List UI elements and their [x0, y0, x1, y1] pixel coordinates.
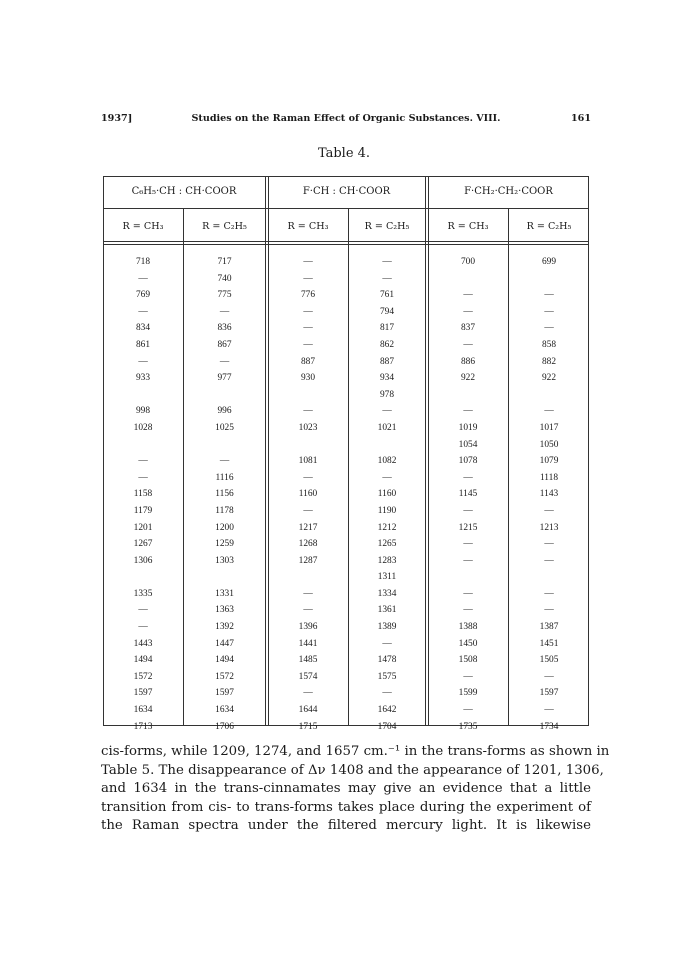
table-cell: 1217	[298, 522, 318, 533]
table-cell: —	[463, 505, 473, 516]
table-cell: 1265	[377, 539, 397, 550]
table-cell: 1713	[133, 721, 153, 732]
table-cell: 922	[460, 373, 476, 384]
table-cell: 1508	[458, 655, 478, 666]
table-cell: 1599	[458, 688, 478, 699]
table-cell: 1572	[215, 671, 234, 682]
table-cell: —	[219, 306, 230, 317]
table-cell: —	[463, 290, 473, 301]
table-caption: Table 4.	[317, 146, 371, 161]
table-cell: 996	[217, 406, 232, 417]
table-cell: 1335	[133, 588, 153, 599]
table-cell: 922	[541, 373, 557, 384]
table-cell: —	[138, 273, 148, 284]
table-cell: 1213	[539, 522, 559, 533]
table-column	[268, 254, 348, 735]
table-cell: 776	[300, 290, 316, 301]
table-cell: 887	[379, 356, 395, 367]
table-cell: 1363	[215, 605, 234, 616]
table-cell: 1023	[298, 422, 318, 433]
table-cell: 1160	[298, 489, 318, 500]
table-cell	[184, 569, 265, 586]
table-cell: —	[463, 406, 473, 417]
table-cell: 1158	[133, 489, 153, 500]
table-column	[349, 254, 425, 735]
paragraph-line: the Raman spectra under the filtered mercury light. It is likewise	[101, 818, 591, 834]
table-cell: 837	[460, 323, 476, 334]
table-cell: —	[544, 406, 554, 417]
table-cell: —	[303, 257, 313, 267]
table-cell: 1200	[215, 522, 234, 533]
table-column	[509, 254, 589, 735]
table-cell: 1387	[539, 622, 559, 633]
table-cell: 1389	[377, 622, 397, 633]
rule-under-subheaders	[103, 241, 589, 245]
table-cell	[509, 569, 589, 586]
table-cell: 1160	[377, 489, 397, 500]
table-cell: —	[219, 356, 230, 367]
table-cell: —	[544, 605, 554, 616]
table-cell: —	[303, 505, 313, 516]
table-cell: —	[463, 339, 473, 350]
table-cell: —	[303, 323, 313, 334]
paragraph-line: transition from cis- to trans-forms takes place during the experiment of	[101, 799, 591, 815]
page-number: 161	[570, 113, 591, 124]
table-cell: 867	[217, 339, 232, 350]
table-cell: —	[138, 472, 148, 483]
table-cell: —	[544, 671, 554, 682]
table-cell: 1634	[133, 705, 153, 716]
table-cell: 930	[300, 373, 316, 384]
table-cell: —	[303, 588, 313, 599]
table-cell: —	[303, 605, 313, 616]
column-header: R = CH₃	[122, 221, 164, 232]
raman-table	[103, 176, 589, 732]
table-cell: 836	[217, 323, 232, 334]
table-cell: 1054	[458, 439, 478, 450]
table-cell: 1572	[133, 671, 153, 682]
table-cell: —	[303, 688, 313, 699]
table-cell: 1644	[298, 705, 318, 716]
table-cell: —	[544, 539, 554, 550]
table-cell: —	[138, 306, 148, 317]
table-cell: 1283	[377, 555, 397, 566]
table-cell: 1212	[377, 522, 397, 533]
table-cell: —	[382, 472, 392, 483]
table-cell	[268, 387, 348, 404]
table-cell: 769	[135, 290, 151, 301]
table-cell: —	[463, 555, 473, 566]
table-cell: 1494	[133, 655, 153, 666]
group-header: F·CH₂·CH₂·COOR	[464, 186, 553, 197]
table-cell: 1021	[377, 422, 397, 433]
table-cell	[428, 271, 508, 288]
table-cell	[509, 271, 589, 288]
table-cell: 1017	[539, 422, 559, 433]
table-cell: —	[382, 638, 392, 649]
table-cell: —	[463, 472, 473, 483]
table-cell	[428, 569, 508, 586]
paragraph-line: cis-forms, while 1209, 1274, and 1657 cm.⁻¹ in the trans-forms as shown in	[101, 744, 610, 759]
table-cell: 1574	[298, 671, 318, 682]
table-cell: 978	[379, 389, 395, 400]
table-cell: —	[382, 257, 392, 267]
table-cell	[184, 387, 265, 404]
table-cell: 1118	[539, 472, 559, 483]
table-cell: —	[544, 705, 554, 716]
table-cell: 1451	[539, 638, 559, 649]
table-cell	[268, 569, 348, 586]
table-cell	[509, 387, 589, 404]
table-column	[103, 254, 183, 735]
table-cell: 1201	[133, 522, 153, 533]
table-cell: —	[544, 505, 554, 516]
table-cell: 740	[217, 273, 232, 284]
rule-under-groups	[103, 208, 589, 209]
table-cell	[103, 437, 183, 454]
table-cell: —	[219, 456, 230, 467]
table-cell: 775	[217, 290, 232, 301]
column-header: R = C₂H₅	[364, 221, 410, 232]
table-cell: 1116	[215, 472, 234, 483]
table-cell: 977	[217, 373, 232, 384]
table-cell: 882	[541, 356, 557, 367]
table-cell: —	[463, 705, 473, 716]
table-cell: 761	[379, 290, 395, 301]
table-cell: —	[463, 306, 473, 317]
journal-year: 1937]	[101, 113, 133, 124]
table-cell: —	[382, 406, 392, 417]
column-header: R = C₂H₅	[526, 221, 572, 232]
table-cell: 717	[217, 257, 232, 267]
table-cell: 1143	[539, 489, 559, 500]
table-cell: 1145	[458, 489, 478, 500]
table-cell: 1634	[215, 705, 234, 716]
table-cell: —	[303, 306, 313, 317]
group-header: C₆H₅·CH : CH·COOR	[131, 186, 237, 197]
table-cell: 1450	[458, 638, 478, 649]
paragraph-line: Table 5. The disappearance of Δν 1408 and the appearance of 1201, 1306,	[101, 762, 604, 778]
table-cell: 887	[300, 356, 316, 367]
table-cell	[268, 437, 348, 454]
table-cell: —	[382, 273, 392, 284]
table-cell: 1050	[539, 439, 559, 450]
table-cell: 834	[135, 323, 151, 334]
table-cell: 858	[541, 339, 557, 350]
table-cell: 1259	[215, 539, 234, 550]
table-cell: 1361	[377, 605, 397, 616]
table-cell	[103, 387, 183, 404]
table-cell: 1082	[377, 456, 397, 467]
table-column	[184, 254, 265, 735]
table-cell: 1311	[377, 572, 397, 583]
table-cell: 1190	[377, 505, 397, 516]
body-paragraph	[101, 743, 610, 836]
table-cell: 1597	[133, 688, 153, 699]
table-cell: 1642	[377, 705, 397, 716]
table-cell: —	[303, 406, 313, 417]
table-cell: 1178	[215, 505, 234, 516]
table-cell: 1079	[539, 456, 559, 467]
table-cell	[349, 437, 425, 454]
column-header: R = C₂H₅	[202, 221, 247, 232]
table-cell: 1267	[133, 539, 153, 550]
table-cell: 1334	[377, 588, 397, 599]
table-cell: 1303	[215, 555, 234, 566]
table-cell: 718	[135, 257, 151, 267]
table-cell: 1081	[298, 456, 318, 467]
table-cell	[184, 437, 265, 454]
table-cell: 700	[460, 257, 476, 267]
table-cell	[103, 569, 183, 586]
table-cell: 1706	[215, 721, 234, 732]
table-cell: 1019	[458, 422, 478, 433]
table-cell: 1447	[215, 638, 234, 649]
table-cell: —	[138, 622, 148, 633]
table-cell: 1179	[133, 505, 153, 516]
table-cell: 933	[135, 373, 151, 384]
table-cell: 1735	[458, 721, 478, 732]
table-cell: 1392	[215, 622, 234, 633]
table-cell: 1494	[215, 655, 234, 666]
table-cell: 1396	[298, 622, 318, 633]
table-cell: 998	[135, 406, 151, 417]
table-cell: —	[463, 588, 473, 599]
column-header: R = CH₃	[287, 221, 329, 232]
table-cell: —	[382, 688, 392, 699]
table-cell: —	[544, 588, 554, 599]
table-cell: 1331	[215, 588, 234, 599]
table-column	[428, 254, 508, 735]
table-cell: 886	[460, 356, 476, 367]
table-cell: —	[463, 605, 473, 616]
table-cell: 1078	[458, 456, 478, 467]
table-cell: —	[463, 671, 473, 682]
table-cell: —	[544, 323, 554, 334]
table-cell: 1575	[377, 671, 397, 682]
table-cell: —	[138, 456, 148, 467]
table-cell: 1597	[539, 688, 559, 699]
column-header: R = CH₃	[447, 221, 489, 232]
table-cell: 1597	[215, 688, 234, 699]
table-cell: 817	[379, 323, 395, 334]
table-cell: 1268	[298, 539, 318, 550]
table-cell: —	[544, 290, 554, 301]
table-cell: —	[544, 555, 554, 566]
table-cell: 1388	[458, 622, 478, 633]
group-header: F·CH : CH·COOR	[302, 186, 391, 197]
table-cell: 1485	[298, 655, 318, 666]
table-cell: 1156	[215, 489, 234, 500]
table-cell: 794	[379, 306, 395, 317]
table-cell: 1028	[133, 422, 153, 433]
table-cell: —	[463, 539, 473, 550]
table-cell: 1715	[298, 721, 318, 732]
table-cell: 862	[379, 339, 395, 350]
table-cell: 1734	[539, 721, 559, 732]
table-cell: —	[138, 605, 148, 616]
table-cell	[428, 387, 508, 404]
table-cell: 1306	[133, 555, 153, 566]
table-cell: 861	[135, 339, 151, 350]
table-cell: —	[303, 472, 313, 483]
running-title: Studies on the Raman Effect of Organic Substances. VIII.	[191, 113, 501, 124]
table-cell: 1287	[298, 555, 318, 566]
table-cell: —	[138, 356, 148, 367]
table-cell: 1478	[377, 655, 397, 666]
table-cell: 1025	[215, 422, 234, 433]
table-cell: —	[303, 273, 313, 284]
table-cell: 699	[541, 257, 557, 267]
table-cell: —	[303, 339, 313, 350]
table-cell: 1215	[458, 522, 478, 533]
paragraph-line: and 1634 in the trans-cinnamates may give an evidence that a little	[101, 781, 591, 797]
table-cell: —	[544, 306, 554, 317]
table-cell: 934	[379, 373, 395, 384]
running-header	[101, 113, 591, 127]
table-cell: 1443	[133, 638, 153, 649]
table-cell: 1704	[377, 721, 397, 732]
table-cell: 1441	[298, 638, 318, 649]
table-cell: 1505	[539, 655, 559, 666]
